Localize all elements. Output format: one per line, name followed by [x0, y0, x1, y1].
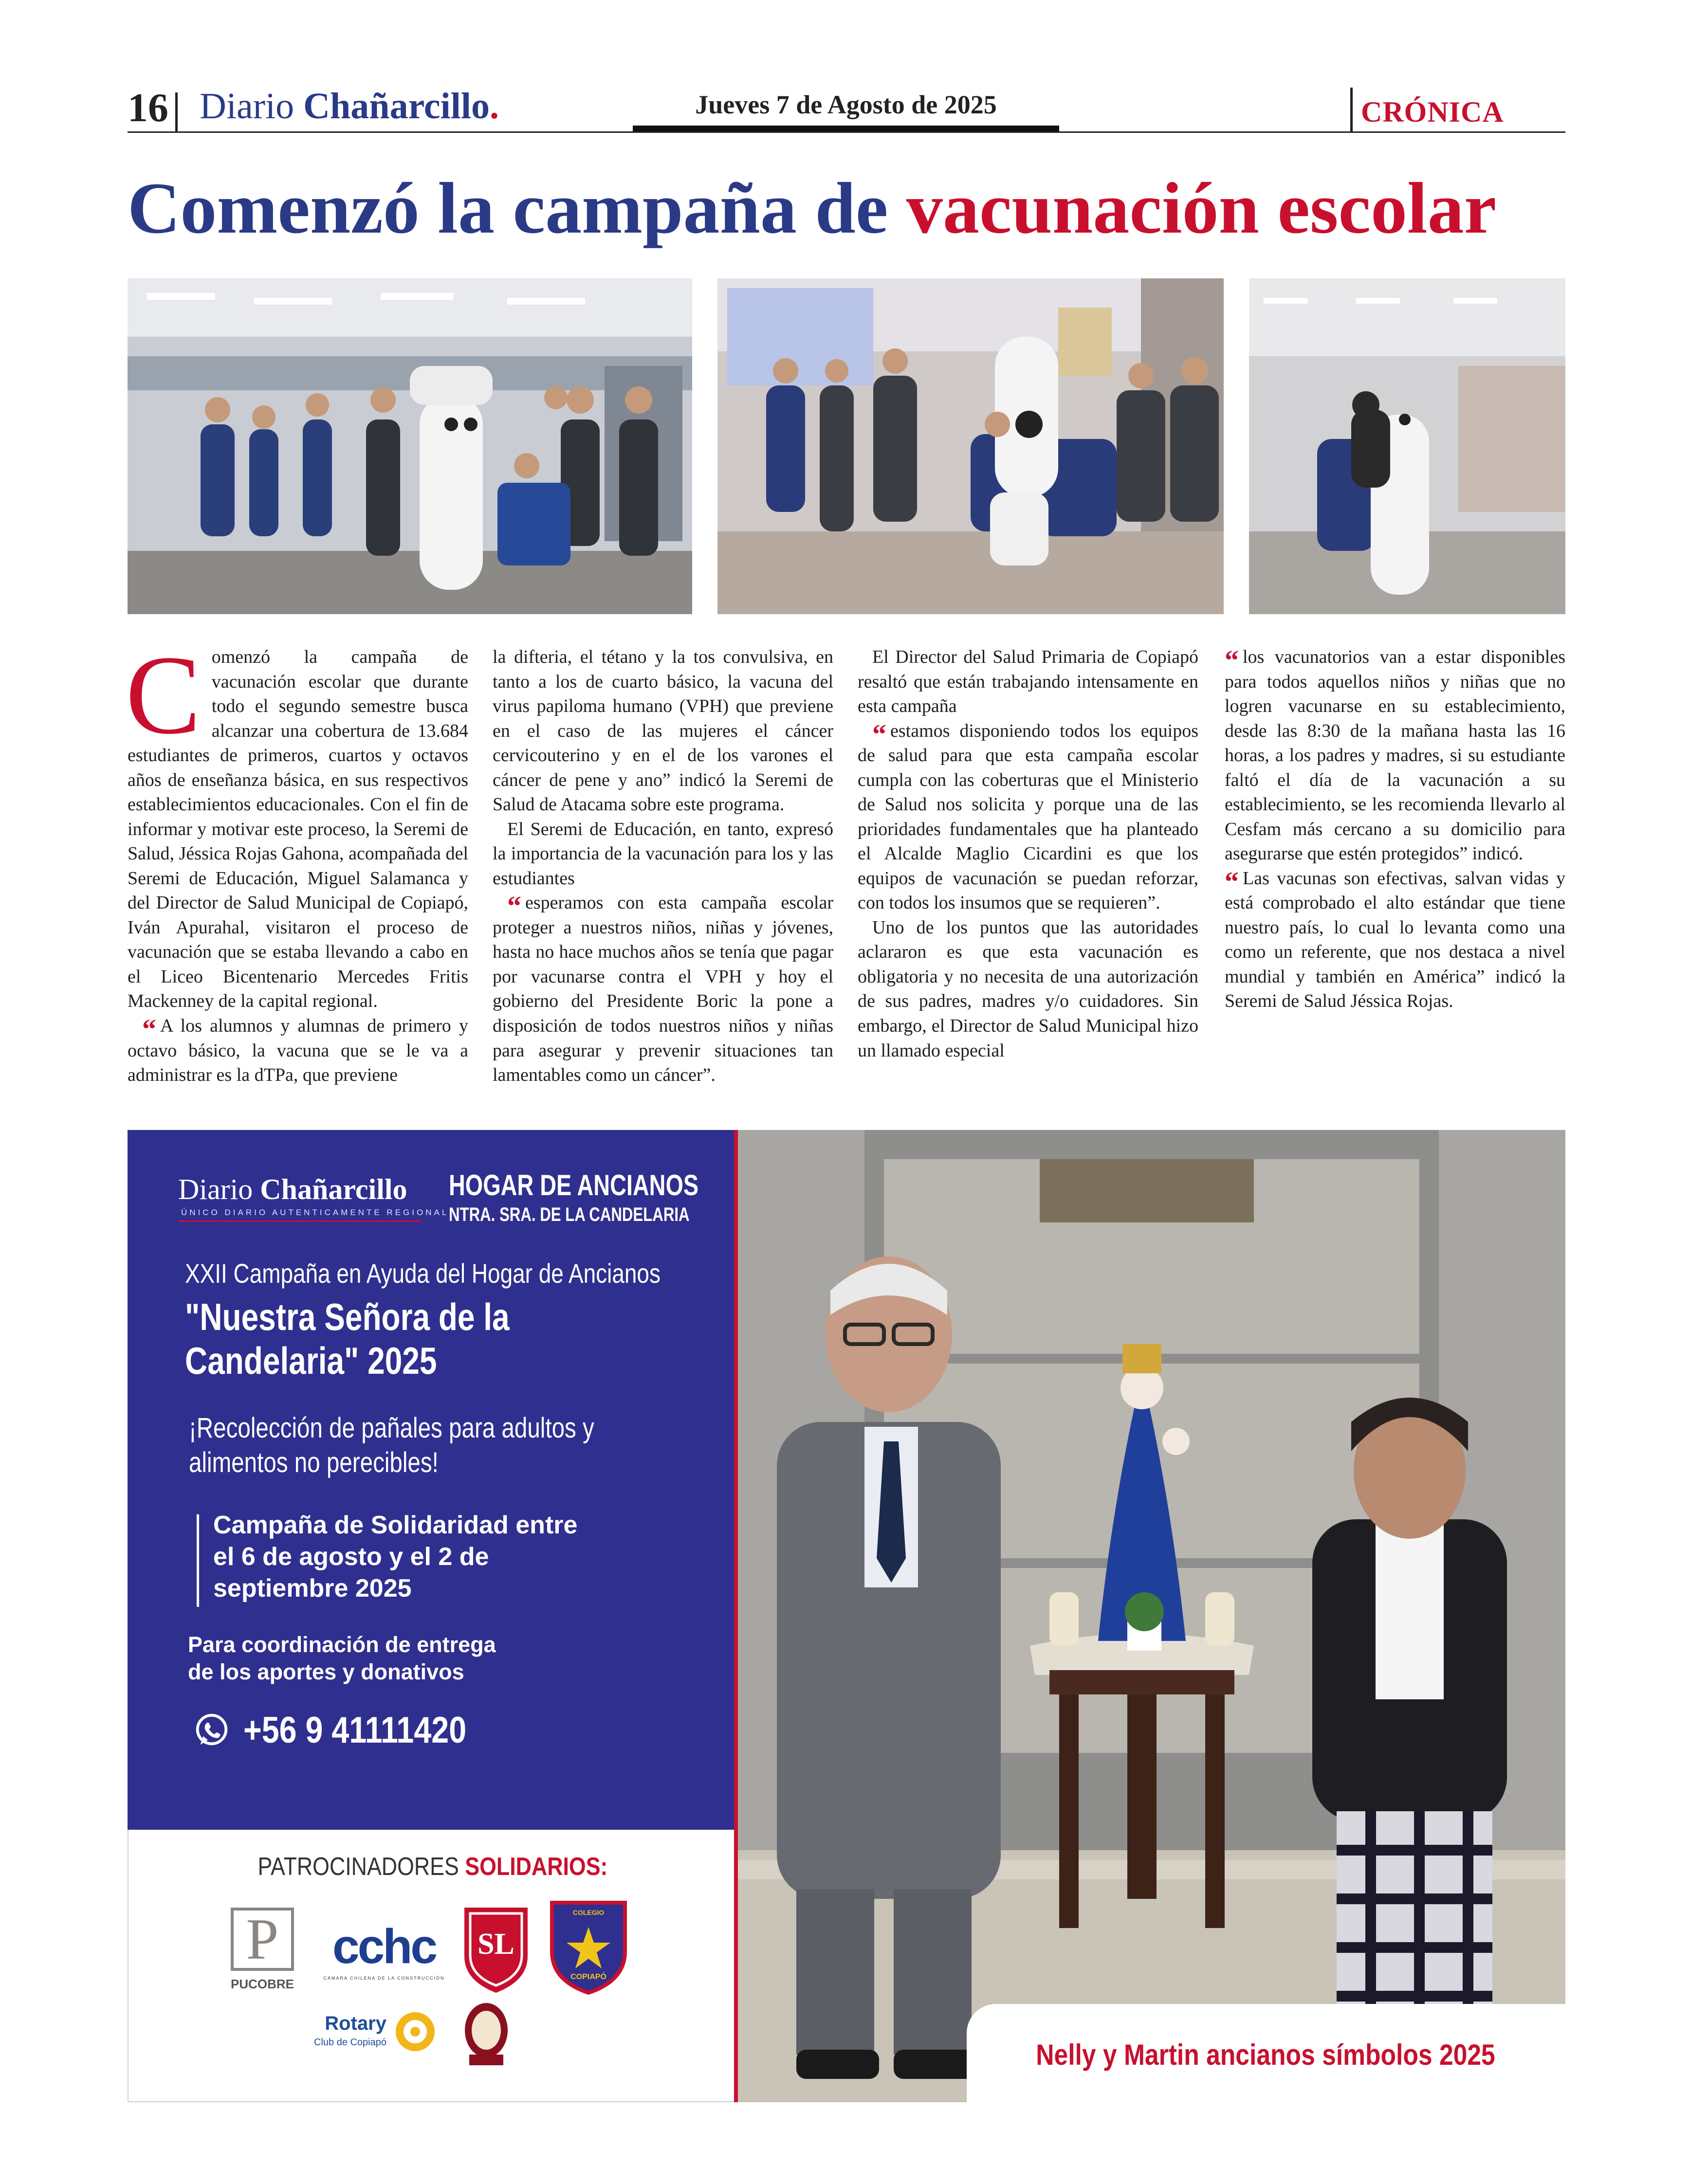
colegio-bottom-label: COPIAPÓ — [570, 1973, 606, 1981]
page-number: 16 — [128, 85, 168, 130]
colegio-top-label: COLEGIO — [572, 1909, 605, 1916]
coordination-text — [188, 1631, 626, 1686]
article-column-4 — [1225, 645, 1565, 1014]
photo-group-mascot — [128, 278, 692, 614]
cchc-mark: cchc — [332, 1919, 436, 1974]
masthead-dot: . — [490, 86, 499, 127]
article-paragraph — [1225, 645, 1565, 866]
paragraph-text: Las vacunas son efectivas, salvan vidas y está comprobado el alto estándar que tiene nuestro país, lo cual lo levanta como una como un referente, que nos destaca a nivel mundial y también en América” indicó la Seremi de Salud Jéssica Rojas. — [1225, 868, 1565, 1012]
issue-date: Jueves 7 de Agosto de 2025 — [695, 90, 997, 119]
quote-icon: “ — [507, 890, 521, 922]
hogar-title-line1: HOGAR DE ANCIANOS — [449, 1169, 699, 1201]
collection-line2: alimentos no perecibles! — [189, 1446, 439, 1478]
header-rule — [128, 131, 1565, 133]
quote-icon: “ — [1225, 865, 1239, 897]
ad-masthead-underline — [178, 1220, 422, 1222]
ad-photo-elders-image — [738, 1130, 1565, 2102]
article-paragraph — [1225, 866, 1565, 1014]
rotary-logo — [299, 2010, 440, 2063]
solidarity-line3: septiembre 2025 — [213, 1574, 412, 1602]
sponsors-title-accent: SOLIDARIOS: — [465, 1853, 608, 1881]
headline-accent: vacunación escolar — [906, 168, 1497, 249]
masthead — [200, 88, 499, 125]
masthead-prefix: Diario — [200, 86, 294, 127]
campaign-ad-panel — [128, 1130, 736, 1830]
ad-caption: Nelly y Martin ancianos símbolos 2025 — [1036, 2038, 1495, 2071]
article-paragraph — [126, 633, 468, 1014]
article-column-1 — [126, 633, 468, 1088]
club-crest-logo — [459, 2000, 513, 2073]
section-label: CRÓNICA — [1361, 96, 1504, 128]
ad-masthead-name: Chañarcillo — [260, 1173, 407, 1205]
campaign-title-line2: Candelaria" 2025 — [185, 1339, 437, 1382]
ad-divider — [734, 1130, 738, 2102]
headline-plain: Comenzó la campaña de — [128, 168, 906, 249]
ad-photo-elders — [738, 1130, 1565, 2102]
club-crest-icon — [459, 2000, 513, 2073]
pucobre-label: PUCOBRE — [230, 1977, 294, 1991]
ad-masthead — [178, 1175, 407, 1204]
school-sl-logo — [459, 1903, 533, 1995]
photo-mascot-hug-image — [1249, 278, 1565, 614]
pucobre-logo — [226, 1908, 299, 1992]
article-paragraph: la difteria, el tétano y la tos convulsiva, en tanto a los de cuarto básico, la vacuna del virus papiloma humano (VPH) que previene en el caso de las mujeres el cáncer cervicouterino y en el de los varones el cáncer de pene y ano” indicó la Seremi de Salud de Atacama sobre este programa. — [493, 647, 833, 815]
campaign-title — [185, 1295, 704, 1383]
coordination-line1: Para coordinación de entrega — [188, 1632, 496, 1657]
photo-mascot-hug — [1249, 278, 1565, 614]
header-divider-left — [175, 92, 178, 131]
article-paragraph — [493, 891, 833, 1087]
cchc-label: CÁMARA CHILENA DE LA CONSTRUCCIÓN — [323, 1976, 445, 1981]
paragraph-text: omenzó la campaña de vacunación escolar que durante todo el segundo semestre busca alcanzar una cobertura de 13.684 estudiantes de primeros, cuartos y octavos años de enseñanza básica, en sus respectivos establecimientos educacionales. Con el fin de informar y motivar este proceso, la Seremi de Salud, Jéssica Rojas Gahona, acompañada del Seremi de Educación, Miguel Salamanca y del Director de Salud Municipal de Copiapó, Iván Apurahal, visitaron el proceso de vacunación que se estaba llevando a cabo en el Liceo Bicentenario Mercedes Fritis Mackenney de la capital regional. — [128, 647, 468, 1012]
school-sl-letters: SL — [478, 1928, 514, 1961]
pucobre-mark: P — [231, 1908, 294, 1971]
collection-line1: ¡Recolección de pañales para adultos y — [189, 1412, 594, 1444]
photo-vaccination — [717, 278, 1224, 614]
hogar-title — [449, 1171, 769, 1224]
rotary-label: Rotary — [325, 2013, 386, 2034]
solidarity-line1: Campaña de Solidaridad entre — [213, 1511, 578, 1539]
colegio-copiapo-logo — [547, 1898, 630, 1995]
paragraph-text: los vacunatorios van a estar disponibles para todos aquellos niños y niñas que no logren vacunarse en su establecimiento, desde las 8:30 de la mañana hasta las 16 horas, a los padres y madres, si su estudiante faltó el día de la vacunación a su establecimiento, se les recomienda llevarlo al Cesfam más cercano a su domicilio para asegurarse que estén protegidos” indicó. — [1225, 647, 1565, 864]
hogar-title-line2: NTRA. SRA. DE LA CANDELARIA — [449, 1204, 690, 1225]
photo-vaccination-image — [717, 278, 1224, 614]
article-paragraph: Uno de los puntos que las autoridades aclararon es que esta vacunación es obligatoria y no necesita de una autorización de sus padres, madres y/o cuidadores. Sin embargo, el Director de Salud Municipal hizo un llamado especial — [858, 917, 1198, 1061]
contact-phone — [193, 1709, 506, 1751]
sponsors-panel — [128, 1830, 736, 2102]
article-paragraph: El Director del Salud Primaria de Copiapó resaltó que están trabajando intensamente en esta campaña — [858, 647, 1198, 717]
article-paragraph — [858, 719, 1198, 915]
sponsors-title — [171, 1852, 695, 1881]
rotary-wheel-icon — [393, 2010, 437, 2054]
whatsapp-icon — [193, 1711, 231, 1749]
header-divider-right — [1350, 88, 1353, 131]
cchc-logo — [318, 1919, 450, 1981]
masthead-name: Chañarcillo — [303, 86, 490, 127]
quote-icon: “ — [1225, 644, 1239, 676]
article-column-3 — [858, 645, 1198, 1063]
paragraph-text: esperamos con esta campaña escolar proteger a nuestros niños, niñas y jóvenes, hasta no hace muchos años se tenía que pagar por vacunarse contra el VPH y hoy el gobierno del Presidente Boric la pone a disposición de todos nuestros niños y niñas para asegurar y prevenir situaciones tan lamentables como un cáncer”. — [493, 892, 833, 1086]
article-headline — [128, 170, 1565, 247]
solidarity-bar — [197, 1514, 199, 1607]
article-paragraph — [128, 1014, 468, 1088]
solidarity-line2: el 6 de agosto y el 2 de — [213, 1543, 489, 1571]
drop-cap: C — [126, 633, 201, 758]
paragraph-text: A los alumnos y alumnas de primero y octavo básico, la vacuna que se le va a administrar es la dTPa, que previene — [128, 1015, 468, 1086]
paragraph-text: estamos disponiendo todos los equipos de salud para que esta campaña escolar cumpla con las coberturas que el Ministerio de Salud nos solicita y porque una de las prioridades fundamentales que ha planteado el Alcalde Maglio Cicardini es que los equipos de vacunación se puedan reforzar, con todos los insumos que se requieren”. — [858, 720, 1198, 913]
sponsors-title-plain: PATROCINADORES — [257, 1853, 465, 1881]
phone-number: +56 9 41111420 — [243, 1710, 467, 1751]
ad-masthead-tagline: ÚNICO DIARIO AUTENTICAMENTE REGIONAL — [181, 1208, 449, 1217]
article-column-2 — [493, 645, 833, 1088]
ad-masthead-prefix: Diario — [178, 1173, 253, 1205]
quote-icon: “ — [142, 1013, 156, 1045]
header-date-bar — [633, 126, 1059, 131]
campaign-title-line1: "Nuestra Señora de la — [185, 1295, 510, 1338]
article-body — [126, 633, 1565, 1086]
solidarity-dates — [213, 1510, 651, 1604]
coordination-line2: de los aportes y donativos — [188, 1659, 464, 1685]
quote-icon: “ — [872, 718, 886, 750]
collection-text — [189, 1411, 708, 1480]
photo-group-mascot-image — [128, 278, 692, 614]
article-paragraph: El Seremi de Educación, en tanto, expresó la importancia de la vacunación para los y las estudiantes — [493, 819, 833, 889]
campaign-line: XXII Campaña en Ayuda del Hogar de Ancianos — [185, 1258, 661, 1289]
rotary-sub-label: Club de Copiapó — [314, 2037, 386, 2048]
